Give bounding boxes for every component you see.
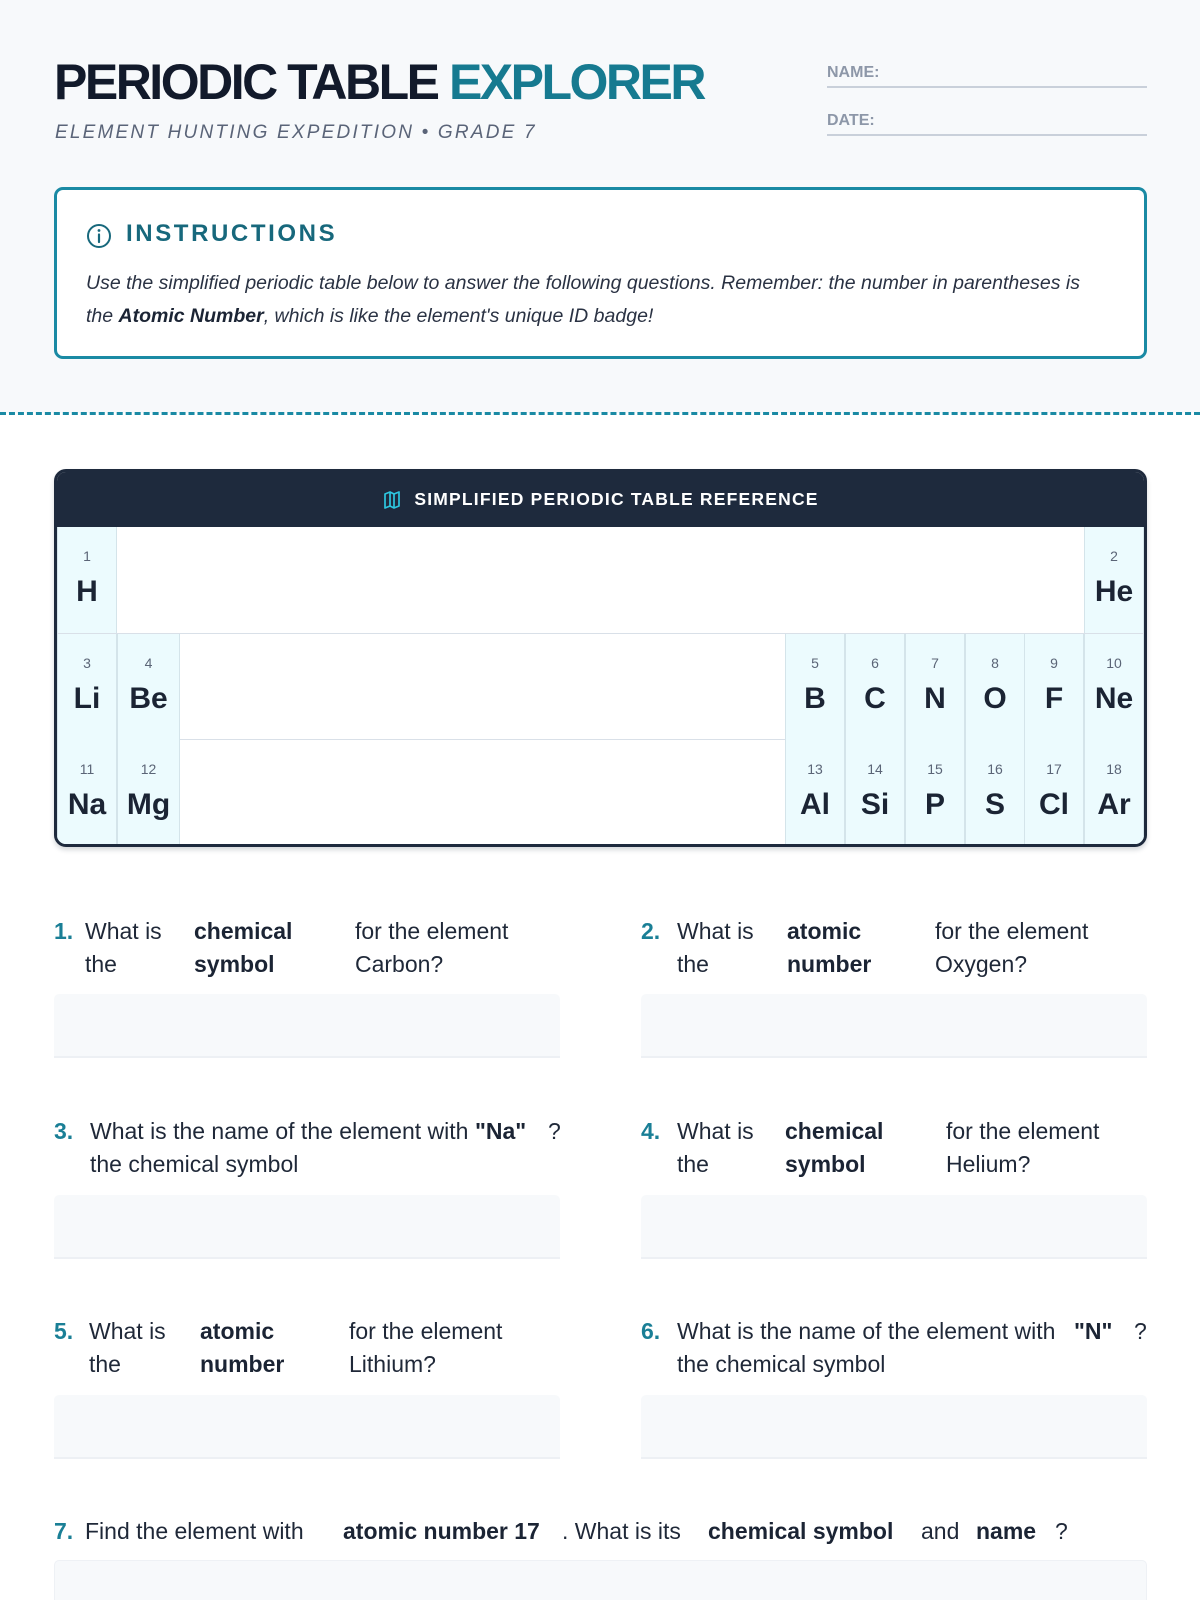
element-cell-f[interactable]: 9 F [1024, 634, 1084, 740]
answer-field-6[interactable] [641, 1395, 1147, 1459]
question-number: 1. [54, 918, 74, 944]
date-field[interactable] [827, 106, 1147, 136]
answer-field-3[interactable] [54, 1195, 560, 1259]
answer-field-4[interactable] [641, 1195, 1147, 1259]
periodic-table-title: SIMPLIFIED PERIODIC TABLE REFERENCE [414, 489, 819, 509]
periodic-table [54, 469, 1147, 847]
question-number: 2. [641, 918, 661, 944]
element-cell-s[interactable]: 16 S [965, 740, 1025, 846]
element-cell-al[interactable]: 13 Al [785, 740, 845, 846]
element-cell-he[interactable]: 2 He [1084, 527, 1144, 633]
page-title [54, 52, 704, 112]
question-number: 6. [641, 1318, 661, 1344]
question-2: 2. What is the atomic number for the element Oxygen? [641, 915, 1151, 981]
answer-field-5[interactable] [54, 1395, 560, 1459]
element-cell-li[interactable]: 3 Li [57, 634, 117, 740]
element-cell-h[interactable]: 1 H [57, 527, 117, 633]
date-label: DATE: [827, 112, 875, 129]
name-label: NAME: [827, 64, 880, 81]
question-4: 4. What is the chemical symbol for the element Helium? [641, 1115, 1151, 1181]
element-cell-si[interactable]: 14 Si [845, 740, 905, 846]
info-circle-icon [86, 223, 112, 249]
title-part-1: PERIODIC TABLE [54, 54, 438, 110]
instructions-heading: INSTRUCTIONS [126, 220, 338, 247]
element-cell-b[interactable]: 5 B [785, 634, 845, 740]
element-cell-c[interactable]: 6 C [845, 634, 905, 740]
question-number: 7. [54, 1518, 74, 1544]
question-1: 1. What is the chemical symbol for the element Carbon? [54, 915, 564, 981]
question-5: 5. What is the atomic number for the element Lithium? [54, 1315, 564, 1381]
element-cell-ne[interactable]: 10 Ne [1084, 634, 1144, 740]
question-number: 5. [54, 1318, 74, 1344]
question-7: 7. Find the element with atomic number 17 . What is its chemical symbol and name ? [54, 1515, 1147, 1549]
map-icon [382, 490, 402, 510]
question-number: 3. [54, 1118, 74, 1144]
element-cell-ar[interactable]: 18 Ar [1084, 740, 1144, 846]
element-cell-mg[interactable]: 12 Mg [117, 740, 180, 846]
name-field[interactable] [827, 58, 1147, 88]
page-subtitle: ELEMENT HUNTING EXPEDITION • GRADE 7 [55, 122, 537, 143]
answer-field-7[interactable] [54, 1560, 1147, 1600]
answer-field-1[interactable] [54, 994, 560, 1058]
instructions-text: Use the simplified periodic table below to answer the following questions. Remember: the number in parentheses is the Atomic Number, which is like the element's unique ID badge! [86, 272, 1080, 327]
periodic-table-header [57, 472, 1144, 527]
element-cell-be[interactable]: 4 Be [117, 634, 180, 740]
instructions-box [54, 187, 1147, 359]
element-cell-o[interactable]: 8 O [965, 634, 1025, 740]
element-cell-p[interactable]: 15 P [905, 740, 965, 846]
question-6: 6. What is the name of the element with the chemical symbol "N" ? [641, 1315, 1161, 1381]
element-cell-na[interactable]: 11 Na [57, 740, 117, 846]
question-number: 4. [641, 1118, 661, 1144]
atomic-number-emphasis: Atomic Number [118, 305, 264, 327]
element-cell-n[interactable]: 7 N [905, 634, 965, 740]
section-divider [0, 412, 1200, 415]
element-cell-cl[interactable]: 17 Cl [1024, 740, 1084, 846]
question-3: 3. What is the name of the element with the chemical symbol "Na" ? [54, 1115, 574, 1181]
answer-field-2[interactable] [641, 994, 1147, 1058]
title-part-2: EXPLORER [448, 54, 704, 110]
